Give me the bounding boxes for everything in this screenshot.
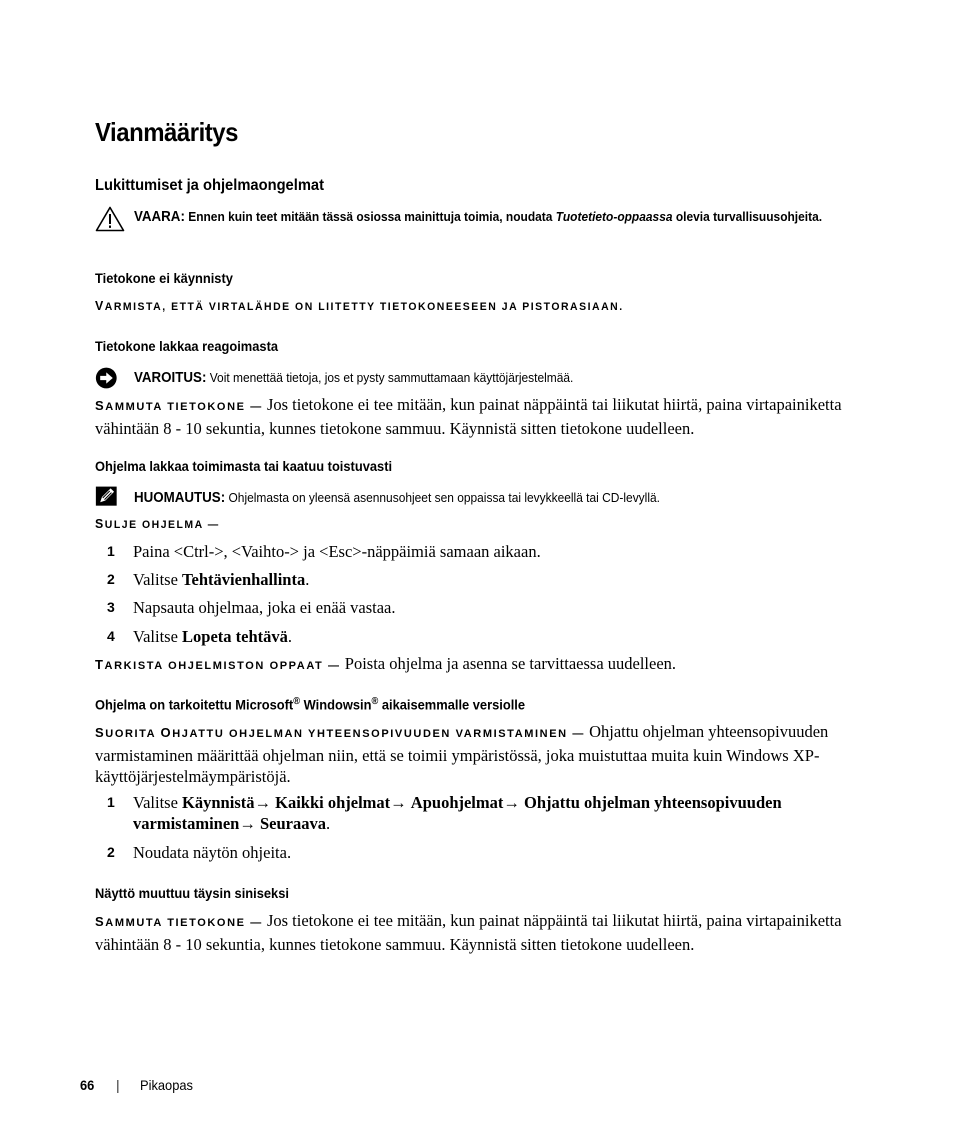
footer-book-title: Pikaopas	[140, 1077, 193, 1093]
warning-label: VAARA:	[134, 209, 185, 225]
check-manuals-paragraph: TARKISTA OHJELMISTON OPPAAT — Poista ohjelma ja asenna se tarvittaessa uudelleen.	[95, 654, 677, 673]
page-title: Vianmääritys	[95, 117, 238, 147]
page-number: 66	[80, 1077, 95, 1093]
warning-text	[134, 207, 833, 227]
no-start-instruction: VARMISTA, ETTÄ VIRTALÄHDE ON LIITETTY TIETOKONEESEEN JA PISTORASIAAN.	[95, 298, 624, 313]
shutdown-lead: SAMMUTA TIETOKONE —	[95, 398, 263, 413]
warning-text-before: Ennen kuin teet mitään tässä osiossa mainittuja toimia, noudata	[188, 209, 553, 224]
compatibility-paragraph: SUORITA OHJATTU OHJELMAN YHTEENSOPIVUUDEN VARMISTAMINEN — Ohjattu ohjelman yhteensopivuuden varmistaminen määrittää ohjelman niin, että se toimii ympäristössä, joka muistuttaa muita kuin Windows XP-käyttöjärjestelmäympäristöjä.	[95, 722, 829, 786]
note-text	[134, 488, 833, 508]
caution-circle-arrow-icon	[95, 365, 121, 391]
warning-doc-name: Tuotetieto-oppaassa	[555, 209, 673, 224]
section-heading: Lukittumiset ja ohjelmaongelmat	[95, 177, 325, 194]
footer-separator: |	[116, 1077, 120, 1093]
heading-stops-responding: Tietokone lakkaa reagoimasta	[95, 338, 279, 354]
caution-notice	[95, 365, 895, 391]
warning-triangle-icon	[95, 206, 125, 232]
note-notice	[95, 485, 895, 511]
caution-label: VAROITUS:	[134, 370, 207, 386]
note-pencil-icon	[95, 485, 121, 509]
note-label: HUOMAUTUS:	[134, 490, 226, 506]
heading-no-start: Tietokone ei käynnisty	[95, 270, 233, 286]
close-program-lead: SULJE OHJELMA —	[95, 516, 220, 531]
heading-older-windows: Ohjelma on tarkoitettu Microsoft® Windowsin® aikaisemmalle versiolle	[95, 696, 526, 713]
heading-program-stops: Ohjelma lakkaa toimimasta tai kaatuu toistuvasti	[95, 458, 393, 474]
caution-text	[134, 368, 833, 388]
document-page: Vianmääritys Lukittumiset ja ohjelmaongelmat VAARA: Ennen kuin teet mitään tässä osiossa mainittuja toimia, noudata Tuotetieto-oppaassa olevia turvallisuusohjeita. Tietokone ei käynnisty VARMISTA, ETTÄ VIRTALÄHDE ON LIITETTY TIETOKONEESEEN JA PISTORASIAAN. Tietokone lakkaa reagoimasta VAROITUS: Voit menettää tietoja, jos et pysty sammuttamaan käyttöjärjestelmää. SAMMUTA TIETOKONE — Jos tietokone ei tee mitään, kun painat näppäintä tai liikutat hiirtä, paina virtapainiketta vähintään 8 - 10 sekuntia, kunnes tietokone sammuu. Käynnistä sitten tietokone uudelleen. Ohjelma lakkaa toimimasta tai kaatuu toistuvasti HUOMAUTUS: Ohjelmasta on yleensä asennusohjeet sen oppaissa tai levykkeellä tai CD-levyllä. SULJE OHJELMA — 1 Paina <Ctrl->, <Vaihto-> ja <Esc>-näppäimiä samaan aikaan. 2 Valitse Tehtävienhallinta. 3 Napsauta ohjelmaa, joka ei enää vastaa. 4 Valitse Lopeta tehtävä. TARKISTA OHJELMISTON OPPAAT — Poista ohjelma ja asenna se tarvittaessa uudelleen. Ohjelma on tarkoitettu Microsoft® Windowsin® aikaisemmalle versiolle SUORITA OHJATTU OHJELMAN YHTEENSOPIVUUDEN VARMISTAMINEN — Ohjattu ohjelman yhteensopivuuden varmistaminen määrittää ohjelman niin, että se toimii ympäristössä, joka muistuttaa muita kuin Windows XP-käyttöjärjestelmäympäristöjä. 1 Valitse Käynnistä→ Kaikki ohjelmat→ Apuohjelmat→ Ohjattu ohjelman yhteensopivuuden varmistaminen→ Seuraava. 2 Noudata näytön ohjeita. Näyttö muuttuu täysin siniseksi SAMMUTA TIETOKONE — Jos tietokone ei tee mitään, kun painat näppäintä tai liikutat hiirtä, paina virtapainiketta vähintään 8 - 10 sekuntia, kunnes tietokone sammuu. Käynnistä sitten tietokone uudelleen. 66 | Pikaopas	[0, 0, 954, 1145]
warning-notice	[95, 206, 895, 250]
blue-screen-paragraph: SAMMUTA TIETOKONE — Jos tietokone ei tee mitään, kun painat näppäintä tai liikutat hiirtä, paina virtapainiketta vähintään 8 - 10 sekuntia, kunnes tietokone sammuu. Käynnistä sitten tietokone uudelleen.	[95, 911, 842, 954]
shutdown-body: Jos tietokone ei tee mitään, kun painat näppäintä tai liikutat hiirtä, paina virtapainiketta vähintään 8 - 10 sekuntia, kunnes tietokone sammuu. Käynnistä sitten tietokone uudelleen.	[95, 395, 842, 438]
caution-body: Voit menettää tietoja, jos et pysty sammuttamaan käyttöjärjestelmää.	[209, 370, 574, 385]
heading-blue-screen: Näyttö muuttuu täysin siniseksi	[95, 885, 289, 901]
note-body: Ohjelmasta on yleensä asennusohjeet sen oppaissa tai levykkeellä tai CD-levyllä.	[228, 490, 660, 505]
warning-text-after: olevia turvallisuusohjeita.	[675, 209, 823, 224]
shutdown-paragraph	[95, 394, 865, 439]
